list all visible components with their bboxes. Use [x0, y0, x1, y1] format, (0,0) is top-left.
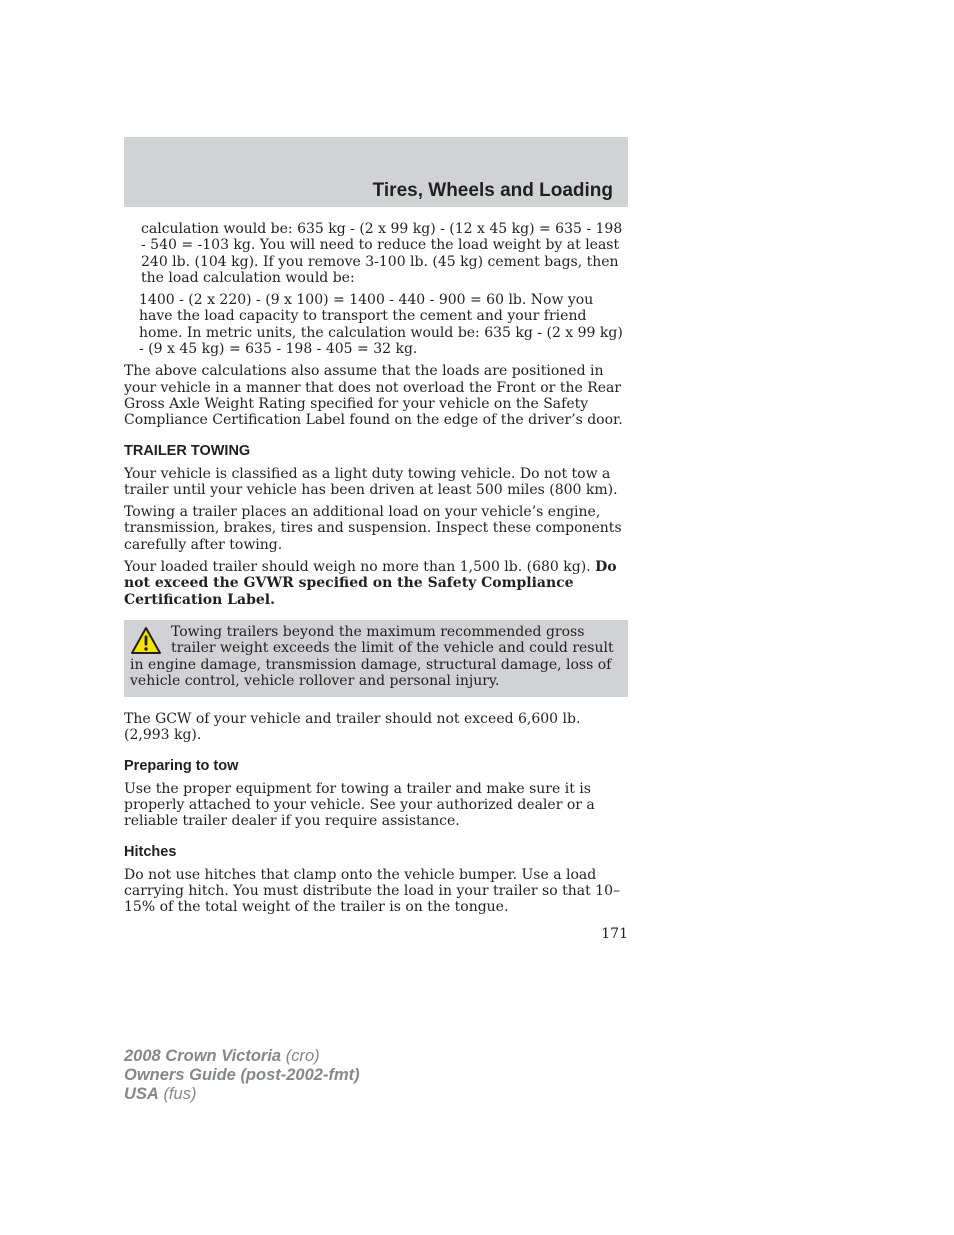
paragraph-proper-equipment: Use the proper equipment for towing a trailer and make sure it is properly attached to your vehicle. See your authorized dealer or a reliable trailer dealer if you require assistance. — [124, 780, 595, 830]
paragraph-additional-load: Towing a trailer places an additional load on your vehicle’s engine, transmission, brakes, tires and suspension. Inspect these components carefully after towing. — [124, 504, 622, 553]
warning-box — [124, 620, 628, 697]
footer-market: USA — [124, 1085, 159, 1103]
footer-model-code: (cro) — [285, 1047, 320, 1065]
paragraph-gcw: The GCW of your vehicle and trailer should not exceed 6,600 lb. (2,993 kg). — [124, 711, 581, 744]
calculation-paragraph-2: 1400 - (2 x 220) - (9 x 100) = 1400 - 440 - 900 = 60 lb. Now you have the load capacity to transport the cement and your friend home. In metric units, the calculation would be: 635 kg - (2 x 99 kg) - (9 x 45 kg) = 635 - 198 - 405 = 32 kg. — [139, 292, 623, 358]
footer-line-3 — [124, 1085, 360, 1104]
footer-line-1 — [124, 1047, 360, 1066]
section-header-band — [124, 137, 628, 207]
footer-model: 2008 Crown Victoria — [124, 1047, 282, 1065]
trailer-weight-text: Your loaded trailer should weigh no more than 1,500 lb. (680 kg). — [124, 559, 591, 576]
heading-hitches: Hitches — [124, 843, 177, 860]
section-title: Tires, Wheels and Loading — [372, 180, 613, 201]
heading-preparing-to-tow: Preparing to tow — [124, 757, 239, 774]
footer-line-2 — [124, 1066, 360, 1085]
paragraph-hitches: Do not use hitches that clamp onto the vehicle bumper. Use a load carrying hitch. You must distribute the load in your trailer so that 10–15% of the total weight of the trailer is on the tongue. — [124, 866, 620, 916]
warning-triangle-icon — [130, 626, 162, 656]
document-footer — [124, 1047, 360, 1104]
footer-guide: Owners Guide (post-2002-fmt) — [124, 1066, 360, 1084]
page-content — [124, 221, 628, 922]
footer-market-code: (fus) — [163, 1085, 197, 1103]
gvwr-warning-bold: Do not exceed the GVWR specified on the Safety Compliance Certification Label. — [124, 559, 617, 608]
paragraph-light-duty-towing: Your vehicle is classified as a light duty towing vehicle. Do not tow a trailer until your vehicle has been driven at least 500 miles (800 km). — [124, 465, 618, 498]
warning-text: Towing trailers beyond the maximum recommended gross trailer weight exceeds the limit of the vehicle and could result in engine damage, transmission damage, structural damage, loss of vehicle control, vehicle rollover and personal injury. — [130, 623, 614, 689]
calculation-paragraph-1: calculation would be: 635 kg - (2 x 99 kg) - (12 x 45 kg) = 635 - 198 - 540 = -103 kg. You will need to reduce the load weight by at least 240 lb. (104 kg). If you remove 3-100 lb. (45 kg) cement bags, then the load calculation would be: — [141, 221, 623, 286]
paragraph-trailer-weight — [124, 559, 628, 608]
heading-trailer-towing: TRAILER TOWING — [124, 442, 251, 459]
page-number: 171 — [601, 926, 628, 942]
paragraph-calculation-assumptions: The above calculations also assume that the loads are positioned in your vehicle in a manner that does not overload the Front or the Rear Gross Axle Weight Rating specified for your vehicle on the Safety Compliance Certification Label found on the edge of the driver’s door. — [124, 363, 623, 429]
